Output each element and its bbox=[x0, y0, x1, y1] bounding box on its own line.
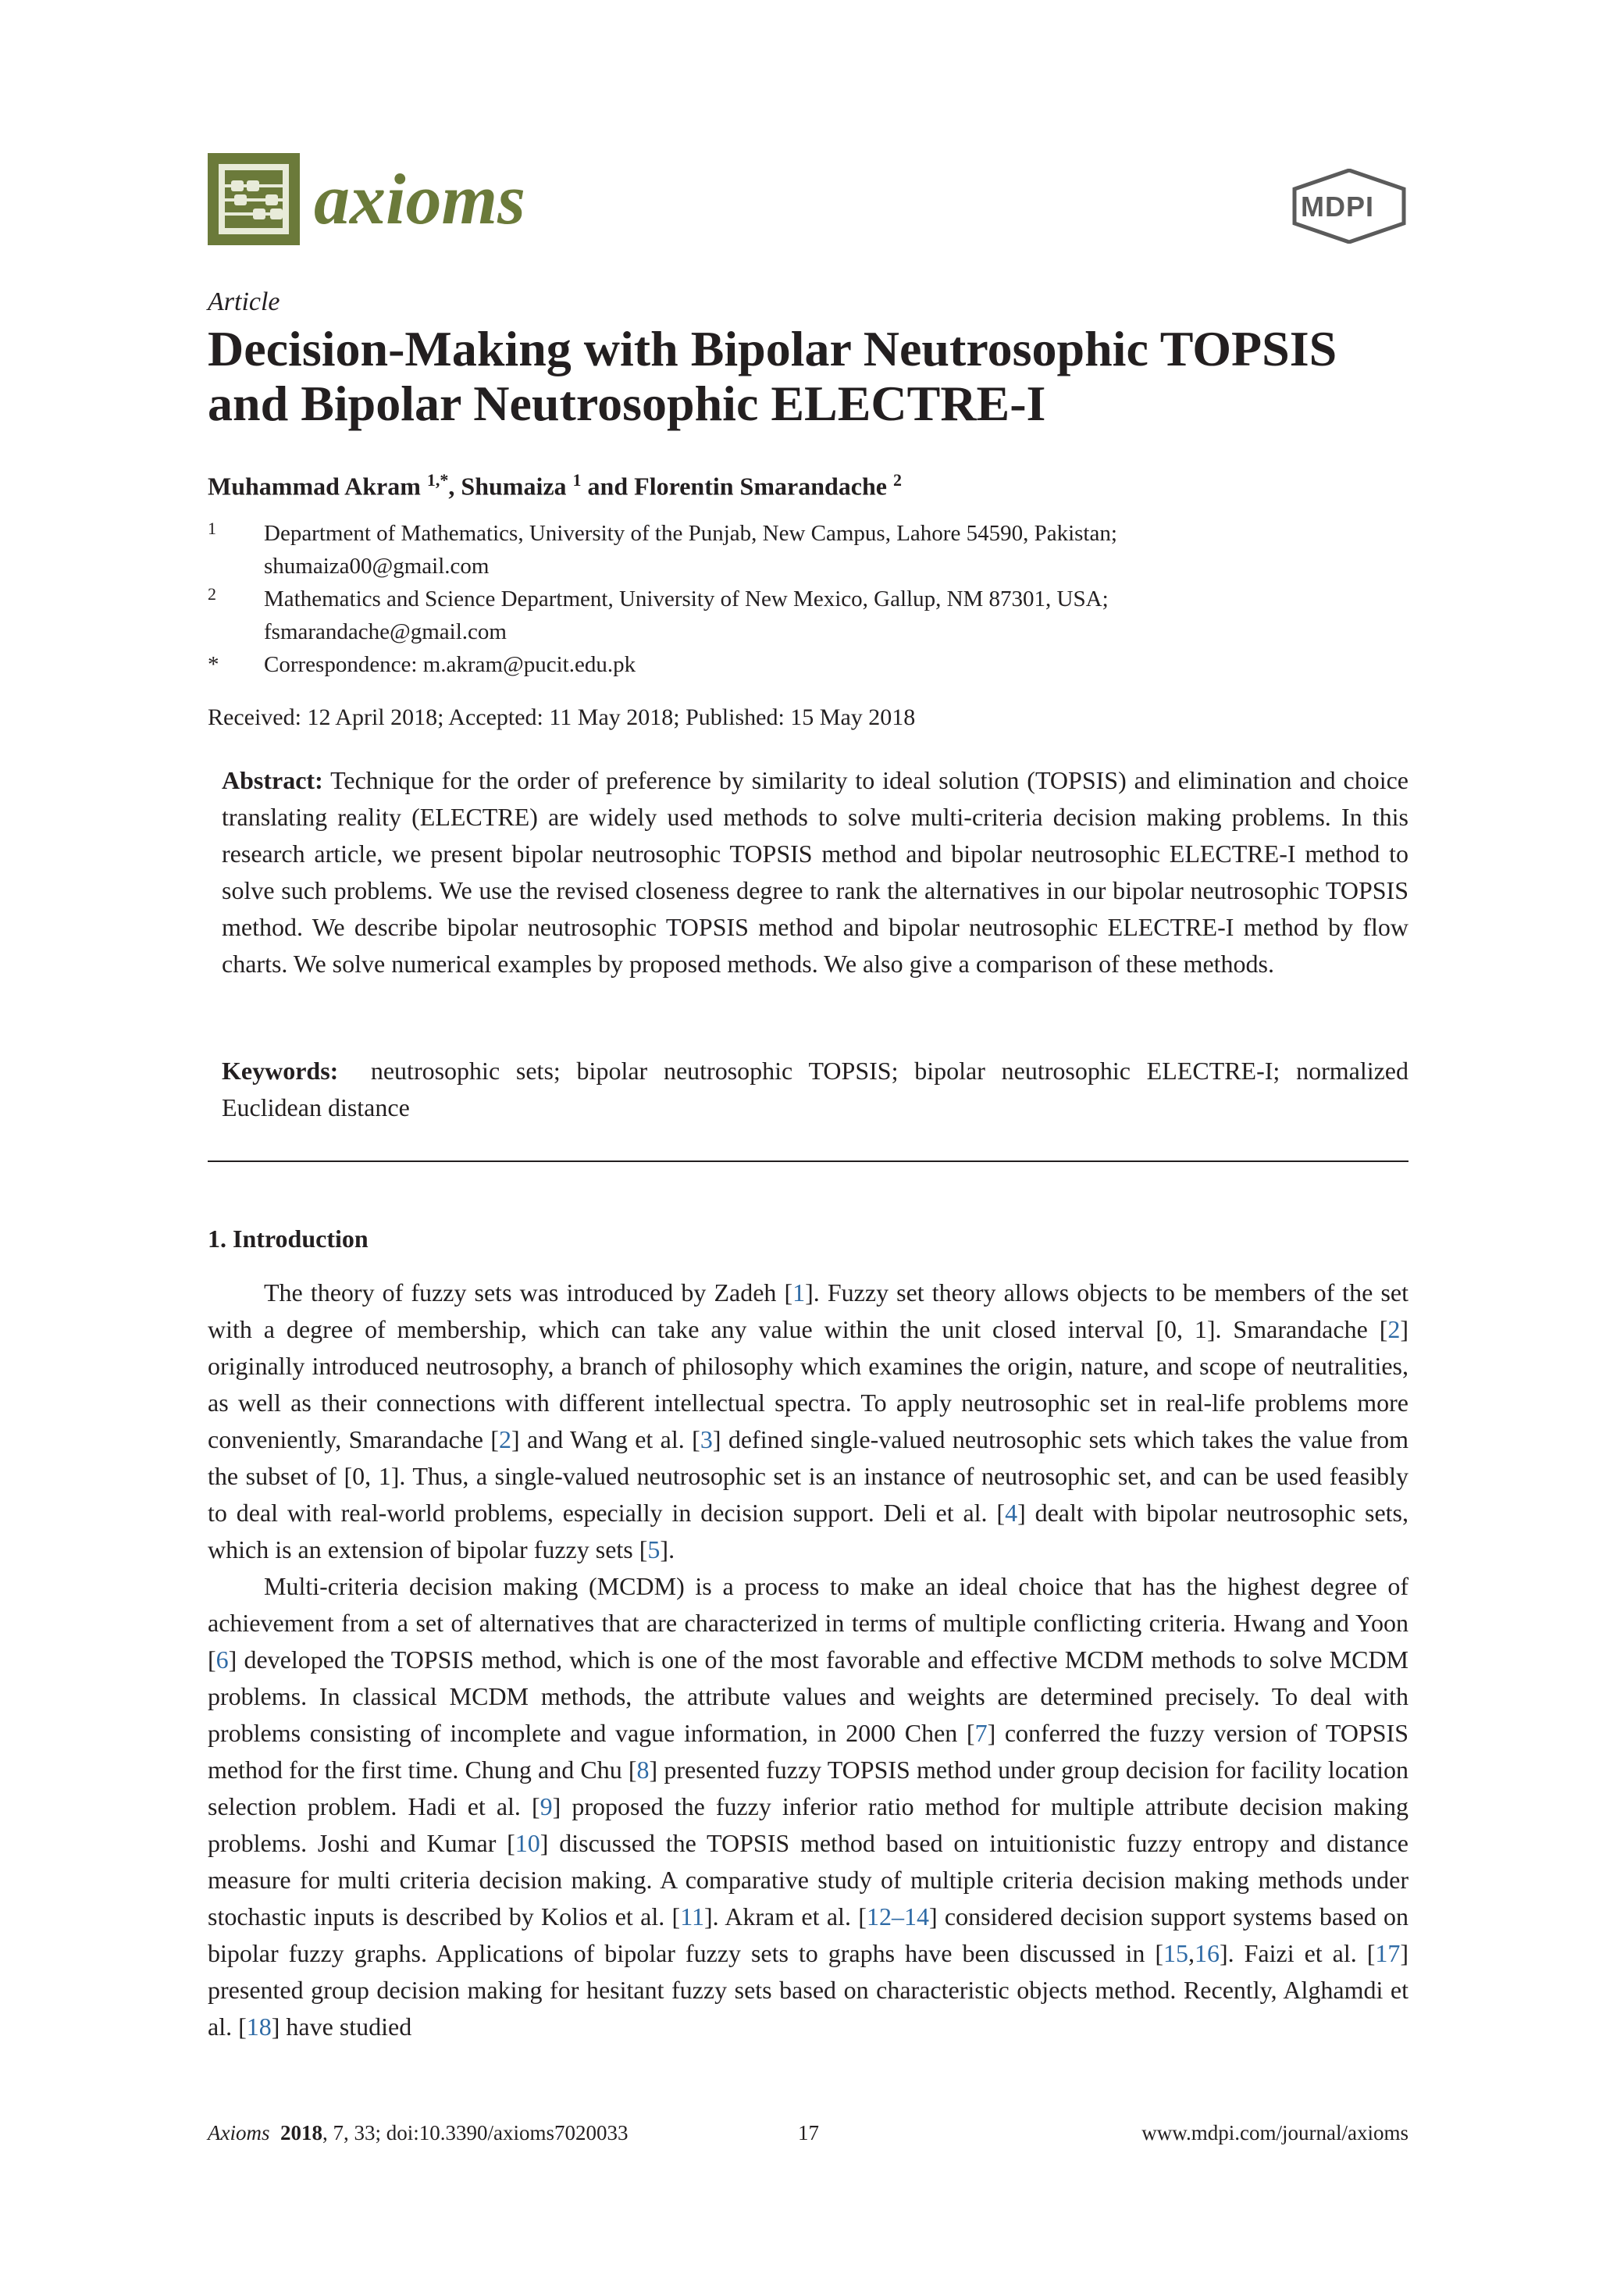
publisher-name: MDPI bbox=[1301, 191, 1374, 223]
article-type: Article bbox=[208, 287, 280, 316]
journal-name: axioms bbox=[314, 159, 525, 239]
journal-logo bbox=[208, 153, 525, 245]
abacus-icon bbox=[208, 153, 300, 245]
keywords-label: Keywords: bbox=[222, 1057, 339, 1085]
affiliation-item: 1 Department of Mathematics, University of the Punjab, New Campus, Lahore 54590, Pakistan; shumaiza00@gmail.com bbox=[208, 517, 1410, 583]
publication-dates: Received: 12 April 2018; Accepted: 11 May 2018; Published: 15 May 2018 bbox=[208, 704, 916, 730]
citation-link[interactable]: 2 bbox=[1387, 1315, 1401, 1343]
affiliation-item: 2 Mathematics and Science Department, University of New Mexico, Gallup, NM 87301, USA; fsmarandache@gmail.com bbox=[208, 583, 1410, 648]
author-affiliation-mark: 1 bbox=[572, 470, 582, 490]
citation-link[interactable]: 11 bbox=[680, 1902, 705, 1931]
citation-link[interactable]: 7 bbox=[974, 1719, 988, 1747]
citation-link[interactable]: 4 bbox=[1005, 1499, 1018, 1527]
citation-link[interactable]: 16 bbox=[1194, 1939, 1220, 1967]
author-affiliation-mark: 2 bbox=[893, 470, 902, 490]
author-name: Florentin Smarandache bbox=[634, 472, 887, 501]
affiliations bbox=[208, 517, 1410, 681]
page-number: 17 bbox=[798, 2121, 819, 2144]
email-link[interactable]: fsmarandache@gmail.com bbox=[264, 619, 507, 644]
citation-link[interactable]: 8 bbox=[636, 1756, 650, 1784]
citation-link[interactable]: 6 bbox=[215, 1645, 229, 1674]
section-heading: 1. Introduction bbox=[208, 1225, 369, 1253]
keywords bbox=[222, 1053, 1408, 1126]
citation-link[interactable]: 12–14 bbox=[866, 1902, 929, 1931]
citation-link[interactable]: 10 bbox=[515, 1829, 540, 1857]
author-list: Muhammad Akram $^{1,*}$, Shumaiza $^1$ and Florentin Smarandache $^2$ bbox=[208, 470, 902, 501]
journal-url[interactable]: www.mdpi.com/journal/axioms bbox=[1141, 2121, 1408, 2144]
abstract-label: Abstract: bbox=[222, 766, 323, 794]
abstract bbox=[222, 762, 1408, 982]
citation-link[interactable]: 3 bbox=[700, 1425, 713, 1453]
citation-link[interactable]: 1 bbox=[792, 1278, 806, 1307]
abstract-text: Technique for the order of preference by similarity to ideal solution (TOPSIS) and elimination and choice translating reality (ELECTRE) are widely used methods to solve multi-criteria decision making problems. In this research article, we present bipolar neutrosophic TOPSIS method and bipolar neutrosophic ELECTRE-I method to solve such problems. We use the revised closeness degree to rank the alternatives in our bipolar neutrosophic TOPSIS method. We describe bipolar neutrosophic TOPSIS method and bipolar neutrosophic ELECTRE-I method by flow charts. We solve numerical examples by proposed methods. We also give a comparison of these methods. bbox=[222, 766, 1409, 978]
correspondence: * Correspondence: m.akram@pucit.edu.pk bbox=[208, 652, 636, 677]
citation-link[interactable]: 15 bbox=[1163, 1939, 1188, 1967]
body-text bbox=[208, 1275, 1408, 2045]
paragraph: The theory of fuzzy sets was introduced by Zadeh [1]. Fuzzy set theory allows objects to be members of the set with a degree of membership, which can take any value within the unit closed interval [0, 1]. Smarandache [2] originally introduced neutrosophy, a branch of philosophy which examines the origin, nature, and scope of neutralities, as well as their connections with different intellectual spectra. To apply neutrosophic set in real-life problems more conveniently, Smarandache [2] and Wang et al. [3] defined single-valued neutrosophic sets which takes the value from the subset of [0, 1]. Thus, a single-valued neutrosophic set is an instance of neutrosophic set, and can be used feasibly to deal with real-world problems, especially in decision support. Deli et al. [4] dealt with bipolar neutrosophic sets, which is an extension of bipolar fuzzy sets [5]. bbox=[208, 1278, 1409, 1563]
author-name: Muhammad Akram bbox=[208, 472, 421, 501]
keywords-text: neutrosophic sets; bipolar neutrosophic TOPSIS; bipolar neutrosophic ELECTRE-I; normalized Euclidean distance bbox=[222, 1057, 1409, 1121]
divider bbox=[208, 1160, 1408, 1162]
page-footer bbox=[208, 2121, 1408, 2152]
citation-link[interactable]: 5 bbox=[647, 1535, 661, 1563]
paper-title: Decision-Making with Bipolar Neutrosophic TOPSIS and Bipolar Neutrosophic ELECTRE-I bbox=[208, 321, 1337, 431]
author-name: Shumaiza bbox=[461, 472, 567, 501]
author-affiliation-mark: 1,* bbox=[426, 470, 449, 490]
email-link[interactable]: shumaiza00@gmail.com bbox=[264, 554, 490, 579]
citation-link[interactable]: 18 bbox=[246, 2013, 272, 2041]
paragraph: Multi-criteria decision making (MCDM) is a process to make an ideal choice that has the highest degree of achievement from a set of alternatives that are characterized in terms of multiple conflicting criteria. Hwang and Yoon [6] developed the TOPSIS method, which is one of the most favorable and effective MCDM methods to solve MCDM problems. In classical MCDM methods, the attribute values and weights are determined precisely. To deal with problems consisting of incomplete and vague information, in 2000 Chen [7] conferred the fuzzy version of TOPSIS method for the first time. Chung and Chu [8] presented fuzzy TOPSIS method under group decision for facility location selection problem. Hadi et al. [9] proposed the fuzzy inferior ratio method for multiple attribute decision making problems. Joshi and Kumar [10] discussed the TOPSIS method based on intuitionistic fuzzy entropy and distance measure for multi criteria decision making. A comparative study of multiple criteria decision making methods under stochastic inputs is described by Kolios et al. [11]. Akram et al. [12–14] considered decision support systems based on bipolar fuzzy graphs. Applications of bipolar fuzzy sets to graphs have been discussed in [15,16]. Faizi et al. [17] presented group decision making for hesitant fuzzy sets based on characteristic objects method. Recently, Alghamdi et al. [18] have studied bbox=[208, 1572, 1409, 2041]
footer-citation: Axioms 2018, 7, 33; doi:10.3390/axioms7020033 bbox=[208, 2121, 629, 2144]
citation-link[interactable]: 2 bbox=[498, 1425, 511, 1453]
citation-link[interactable]: 17 bbox=[1375, 1939, 1401, 1967]
citation-link[interactable]: 9 bbox=[540, 1792, 553, 1820]
